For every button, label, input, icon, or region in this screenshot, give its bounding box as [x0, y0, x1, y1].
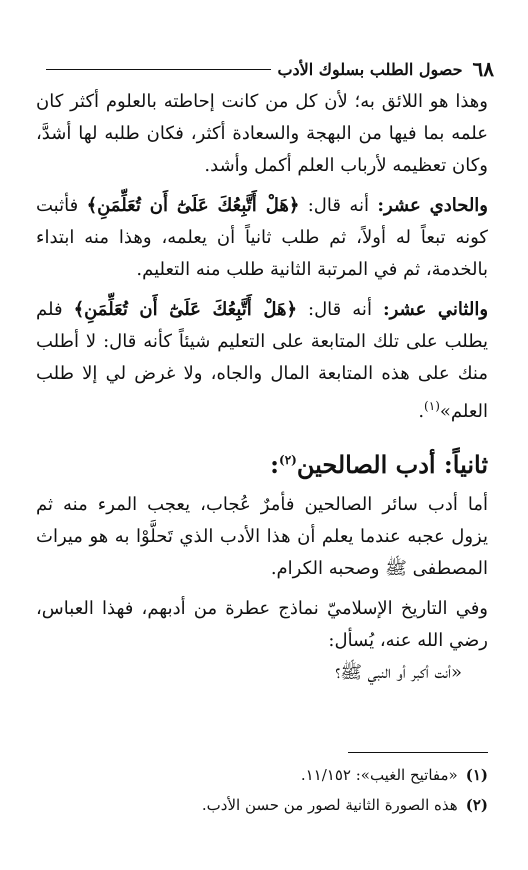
page-header — [36, 56, 494, 82]
section-heading — [36, 440, 488, 485]
quran-verse: ﴿هَلْ أَتَّبِعُكَ عَلَىٰٓ أَن تُعَلِّمَنِ﴾ — [73, 299, 298, 320]
quran-verse: ﴿هَلْ أَتَّبِعُكَ عَلَىٰٓ أَن تُعَلِّمَنِ﴾ — [86, 195, 300, 216]
footnote-1-number: (١) — [465, 766, 488, 784]
running-title: حصول الطلب بسلوك الأدب — [277, 59, 463, 79]
footnote-2-number: (٢) — [465, 796, 488, 814]
footnote-rule — [348, 752, 488, 753]
section-heading-colon: : — [270, 450, 279, 479]
paragraph-3-end: . — [418, 401, 425, 422]
footnote-1-text: «مفاتيح الغيب»: ١١/١٥٢. — [300, 766, 458, 784]
paragraph-3-intro: أنه قال: — [297, 299, 383, 320]
paragraph-1: وهذا هو اللائق به؛ لأن كل من كانت إحاطته بالعلوم أكثر كان علمه بما فيها من البهجة والسعادة أكثر، فكان طلبه لها أشدَّ، وكان تعظيمه لأرباب العلم أكمل وأشد. — [36, 91, 488, 176]
paragraph-3 — [36, 294, 488, 428]
paragraph-4: أما أدب سائر الصالحين فأمرٌ عُجاب، يعجب المرء منه ثم يزول عجبه عندما يعلم أن هذا الأدب الذي تَحلَّوْا به هو ميراث المصطفى ﷺ وصحبه الكرام. — [36, 494, 489, 579]
paragraph-3-text: فلم يطلب على تلك المتابعة على التعليم شيئاً كأنه قال: لا أطلب منك على هذه المتابعة المال والجاه، ولا غرض لي إلا طلب العلم» — [36, 299, 488, 422]
point-eleven-label: والحادي عشر: — [377, 195, 489, 216]
paragraph-2-intro: أنه قال: — [299, 195, 378, 216]
quote-line: «أنت أكبر أو النبي ﷺ؟ — [335, 662, 462, 683]
footnote-2 — [36, 790, 488, 820]
point-twelve-label: والثاني عشر: — [382, 299, 489, 320]
page-number: ٦٨ — [472, 57, 494, 81]
paragraph-2-text: فأثبت كونه تبعاً له أولاً، ثم طلب ثانياً أن يعلمه، وهذا منه ابتداء بالخدمة، ثم في المرتبة الثانية طلب منه التعليم. — [36, 195, 488, 280]
paragraph-2 — [36, 190, 488, 286]
footnotes — [36, 760, 488, 820]
footnote-ref-2: (٢) — [279, 453, 297, 467]
footnote-ref-1: (١) — [424, 399, 440, 413]
footnote-1 — [36, 760, 488, 790]
page-body — [36, 86, 488, 689]
header-rule — [46, 69, 271, 70]
paragraph-5: وفي التاريخ الإسلاميّ نماذج عطرة من أدبهم، فهذا العباس، رضي الله عنه، يُسأل: — [36, 598, 488, 651]
footnote-2-text: هذه الصورة الثانية لصور من حسن الأدب. — [201, 796, 458, 814]
section-heading-text: ثانياً: أدب الصالحين — [296, 450, 488, 479]
